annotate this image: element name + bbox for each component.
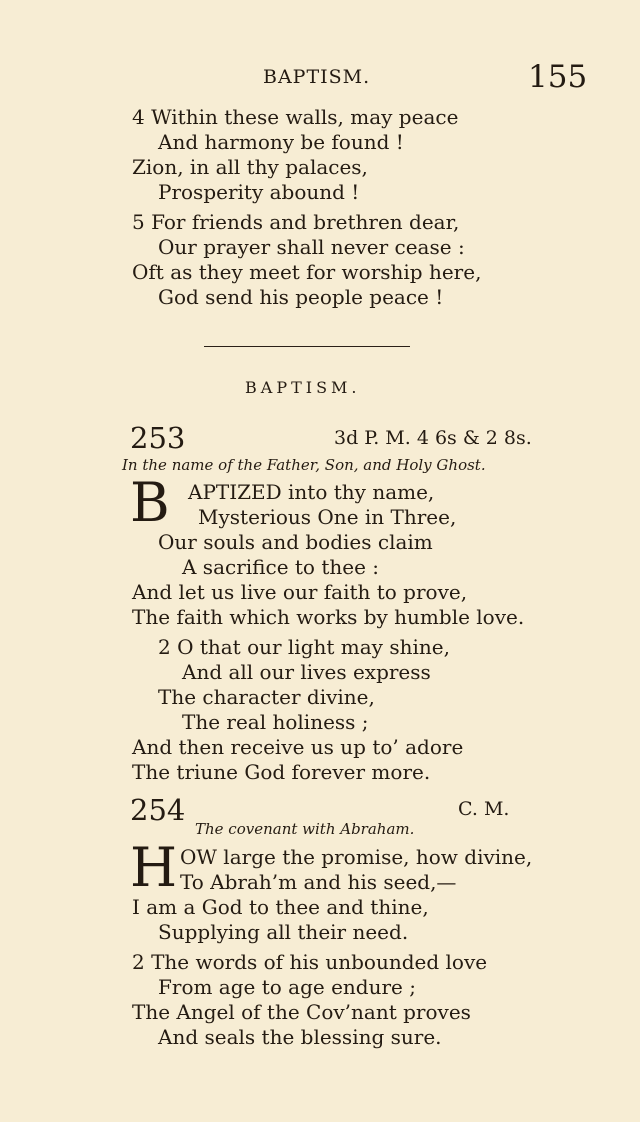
verse-line: And all our lives express bbox=[182, 660, 431, 684]
hymn-number: 253 bbox=[130, 421, 186, 455]
hymn-subtitle: In the name of the Father, Son, and Holy Ghost. bbox=[122, 456, 486, 474]
verse-line: The triune God forever more. bbox=[132, 760, 431, 784]
verse-line: 5 For friends and brethren dear, bbox=[132, 210, 460, 234]
verse-line: 4 Within these walls, may peace bbox=[132, 105, 459, 129]
verse-line: Our souls and bodies claim bbox=[158, 530, 433, 554]
hymn-subtitle: The covenant with Abraham. bbox=[195, 820, 415, 838]
verse-line: The Angel of the Cov’nant proves bbox=[132, 1000, 471, 1024]
verse-line: 2 O that our light may shine, bbox=[158, 635, 450, 659]
running-header: BAPTISM. bbox=[263, 66, 371, 88]
verse-line: Mysterious One in Three, bbox=[198, 505, 457, 529]
section-title: BAPTISM. bbox=[245, 378, 361, 397]
verse-line: Supplying all their need. bbox=[158, 920, 409, 944]
verse-line: And then receive us up to’ adore bbox=[132, 735, 464, 759]
verse-line: OW large the promise, how divine, bbox=[180, 845, 533, 869]
verse-line: The character divine, bbox=[158, 685, 375, 709]
hymn-meter: C. M. bbox=[458, 798, 510, 820]
verse-line: From age to age endure ; bbox=[158, 975, 416, 999]
verse-line: Prosperity abound ! bbox=[158, 180, 360, 204]
drop-cap: B bbox=[130, 471, 170, 534]
hymn-number: 254 bbox=[130, 793, 186, 827]
verse-line: And harmony be found ! bbox=[158, 130, 404, 154]
hymn-meter: 3d P. M. 4 6s & 2 8s. bbox=[334, 427, 532, 449]
verse-line: To Abrah’m and his seed,— bbox=[180, 870, 457, 894]
drop-cap: H bbox=[130, 836, 178, 899]
verse-line: Our prayer shall never cease : bbox=[158, 235, 465, 259]
verse-line: A sacrifice to thee : bbox=[182, 555, 380, 579]
page-number: 155 bbox=[528, 59, 588, 95]
verse-line: Oft as they meet for worship here, bbox=[132, 260, 482, 284]
verse-line: Zion, in all thy palaces, bbox=[132, 155, 368, 179]
section-divider bbox=[204, 346, 410, 347]
verse-line: God send his people peace ! bbox=[158, 285, 444, 309]
verse-line: 2 The words of his unbounded love bbox=[132, 950, 488, 974]
verse-line: And let us live our faith to prove, bbox=[132, 580, 468, 604]
verse-line: And seals the blessing sure. bbox=[158, 1025, 442, 1049]
verse-line: I am a God to thee and thine, bbox=[132, 895, 429, 919]
verse-line: The faith which works by humble love. bbox=[132, 605, 525, 629]
verse-line: The real holiness ; bbox=[182, 710, 369, 734]
verse-line: APTIZED into thy name, bbox=[188, 480, 435, 504]
